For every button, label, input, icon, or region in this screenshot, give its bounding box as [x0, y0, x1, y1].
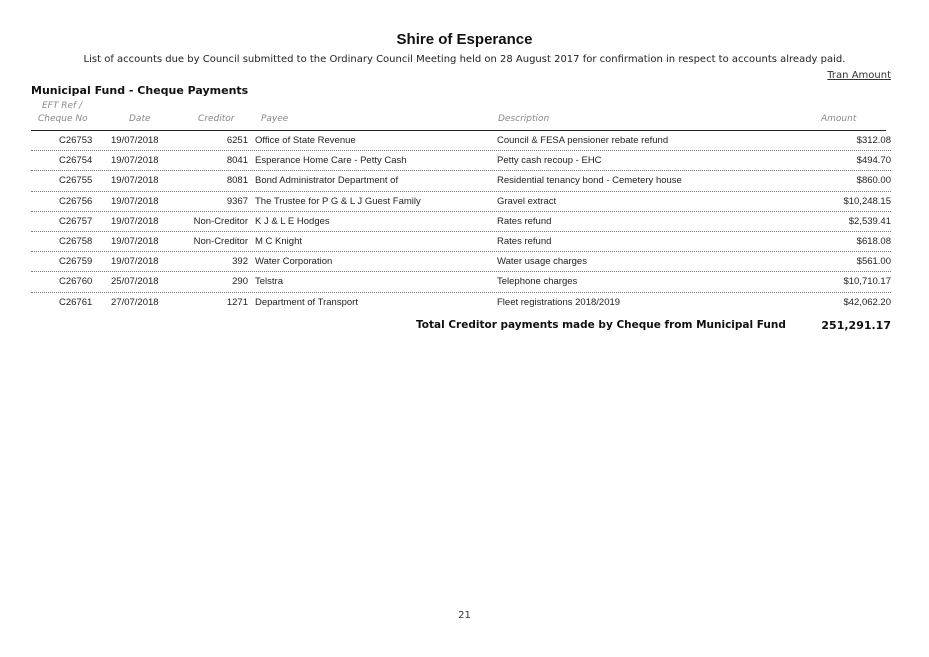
- table-row: [31, 131, 891, 151]
- payment-date: 19/07/2018: [111, 256, 159, 268]
- cheque-number: C26754: [59, 155, 93, 167]
- column-header-creditor: Creditor: [198, 114, 235, 124]
- column-header-ref-line1: EFT Ref /: [42, 101, 83, 111]
- creditor-id: Non-Creditor: [193, 235, 248, 247]
- cheque-number: C26761: [59, 296, 93, 308]
- payment-description: Fleet registrations 2018/2019: [497, 296, 621, 308]
- table-row: [31, 171, 891, 191]
- payment-amount: $42,062.20: [843, 296, 891, 308]
- document-subtitle: List of accounts due by Council submitted to the Ordinary Council Meeting held on 28 August 2017 for confirmation in respect to accounts already paid.: [83, 54, 846, 65]
- payee-name: The Trustee for P G & L J Guest Family: [255, 195, 421, 207]
- table-row: [31, 151, 891, 171]
- payee-name: M C Knight: [255, 235, 302, 247]
- payment-amount: $2,539.41: [848, 215, 891, 227]
- payee-name: Water Corporation: [255, 256, 333, 268]
- payment-amount: $618.08: [856, 235, 891, 247]
- payment-amount: $10,248.15: [843, 195, 891, 207]
- column-header-amount: Amount: [821, 114, 857, 124]
- payment-date: 19/07/2018: [111, 135, 159, 146]
- payment-date: 19/07/2018: [111, 155, 159, 167]
- payee-name: Department of Transport: [255, 296, 358, 308]
- payee-name: Office of State Revenue: [255, 135, 356, 146]
- payee-name: Esperance Home Care - Petty Cash: [255, 155, 407, 167]
- payment-description: Telephone charges: [497, 276, 578, 288]
- payment-description: Petty cash recoup - EHC: [497, 155, 602, 167]
- creditor-id: 8041: [226, 155, 248, 167]
- cheque-number: C26760: [59, 276, 93, 288]
- creditor-id: 8081: [226, 175, 248, 187]
- page-number: 21: [458, 610, 471, 621]
- tran-amount-label: Tran Amount: [827, 70, 891, 81]
- table-row: [31, 252, 891, 272]
- creditor-id: 392: [232, 256, 248, 268]
- table-row: [31, 192, 891, 212]
- payment-description: Council & FESA pensioner rebate refund: [497, 135, 669, 146]
- table-row: [31, 212, 891, 232]
- payment-description: Gravel extract: [497, 195, 557, 207]
- payment-amount: $312.08: [856, 135, 891, 146]
- creditor-id: 6251: [226, 135, 248, 146]
- payment-date: 19/07/2018: [111, 215, 159, 227]
- payment-date: 19/07/2018: [111, 235, 159, 247]
- total-label: Total Creditor payments made by Cheque from Municipal Fund: [416, 319, 786, 331]
- section-title: Municipal Fund - Cheque Payments: [31, 84, 249, 97]
- payments-table: [31, 131, 891, 312]
- payment-amount: $561.00: [856, 256, 891, 268]
- table-row: [31, 232, 891, 252]
- column-header-payee: Payee: [261, 114, 289, 124]
- cheque-number: C26758: [59, 235, 93, 247]
- creditor-id: 9367: [226, 195, 248, 207]
- cheque-number: C26759: [59, 256, 93, 268]
- payment-date: 25/07/2018: [111, 276, 159, 288]
- column-header-description: Description: [498, 114, 550, 124]
- payment-amount: $860.00: [856, 175, 891, 187]
- cheque-number: C26753: [59, 135, 93, 146]
- payment-amount: $494.70: [856, 155, 891, 167]
- cheque-number: C26756: [59, 195, 93, 207]
- column-header-date: Date: [129, 114, 151, 124]
- payment-description: Rates refund: [497, 215, 552, 227]
- payment-date: 19/07/2018: [111, 195, 159, 207]
- payee-name: K J & L E Hodges: [255, 215, 330, 227]
- payment-amount: $10,710.17: [843, 276, 891, 288]
- payment-date: 27/07/2018: [111, 296, 159, 308]
- total-value: 251,291.17: [821, 319, 891, 332]
- table-row: [31, 272, 891, 292]
- payee-name: Bond Administrator Department of: [255, 175, 399, 187]
- cheque-number: C26757: [59, 215, 93, 227]
- payee-name: Telstra: [255, 276, 283, 288]
- document-title: Shire of Esperance: [396, 31, 533, 48]
- creditor-id: 1271: [226, 296, 248, 308]
- payment-description: Rates refund: [497, 235, 552, 247]
- payment-date: 19/07/2018: [111, 175, 159, 187]
- creditor-id: 290: [232, 276, 248, 288]
- table-row: [31, 293, 891, 312]
- creditor-id: Non-Creditor: [193, 215, 248, 227]
- payment-description: Water usage charges: [497, 256, 587, 268]
- cheque-number: C26755: [59, 175, 93, 187]
- payment-description: Residential tenancy bond - Cemetery house: [497, 175, 682, 187]
- column-header-ref-line2: Cheque No: [38, 114, 88, 124]
